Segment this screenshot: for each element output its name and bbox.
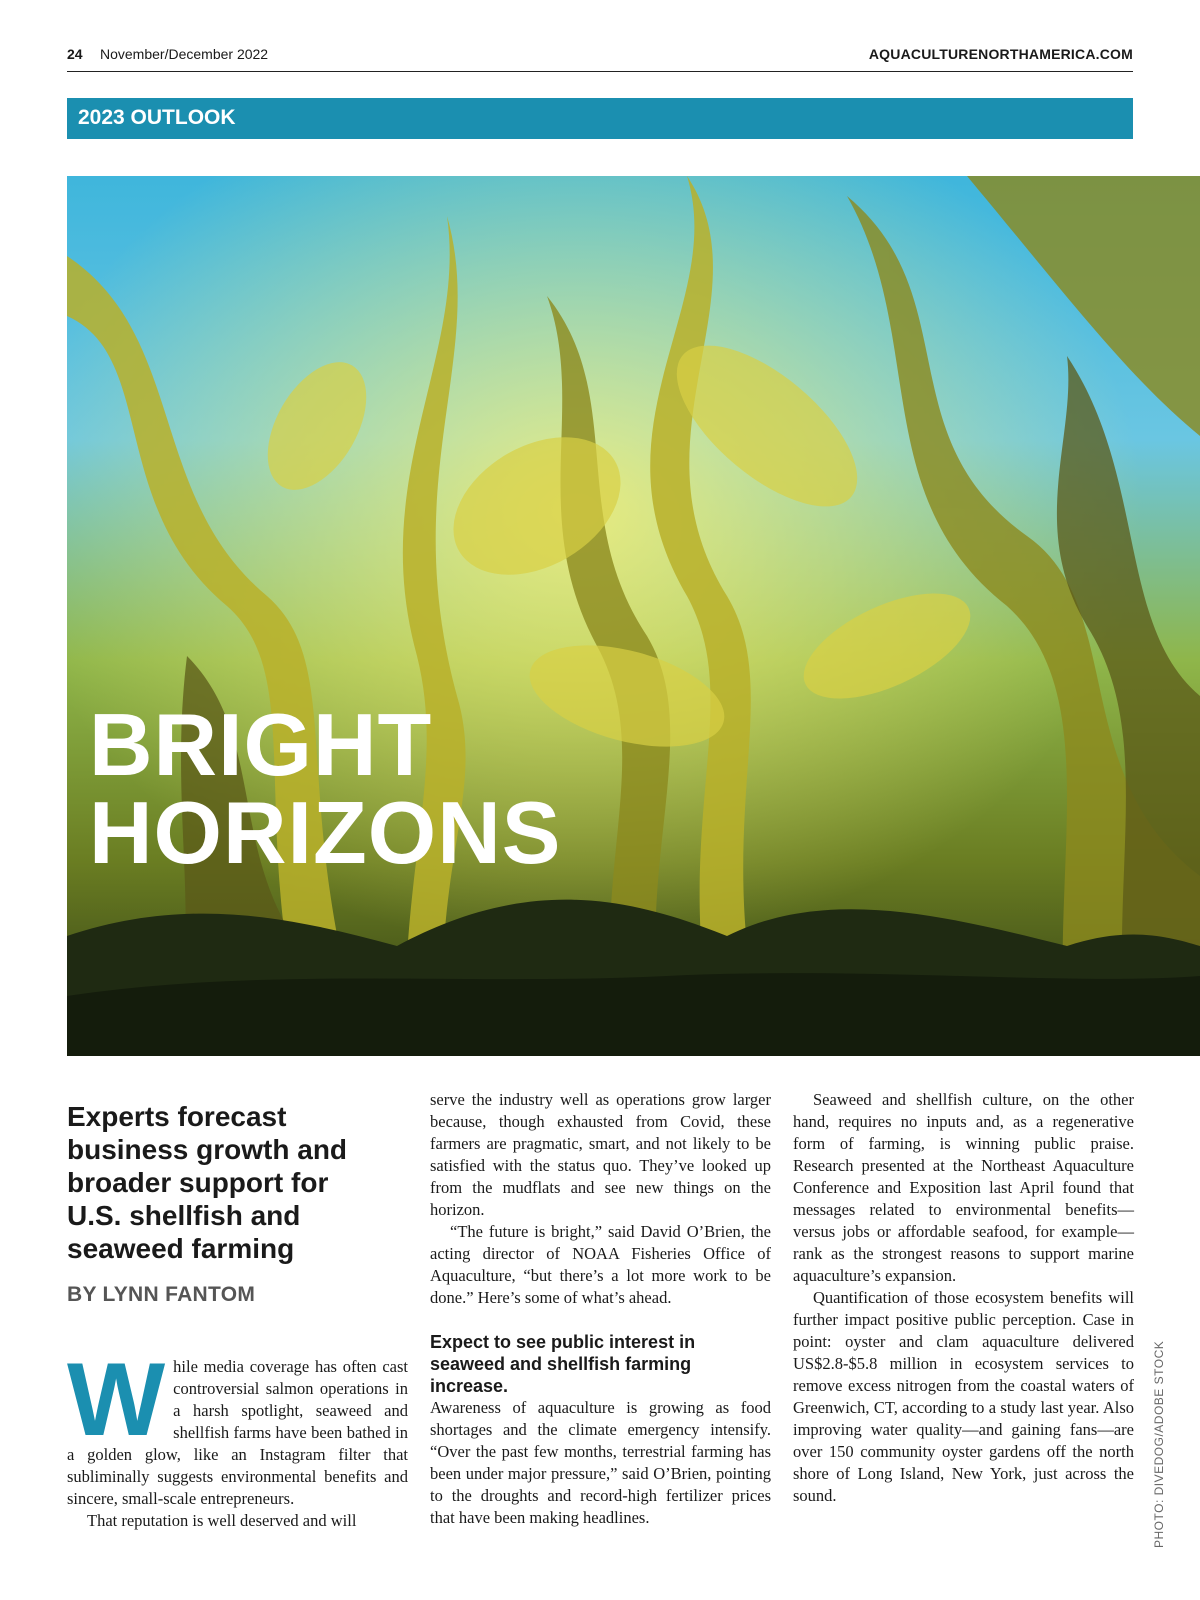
byline: BY LYNN FANTOM <box>67 1283 256 1306</box>
drop-cap: W <box>67 1342 166 1458</box>
kelp-illustration <box>67 176 1200 1056</box>
paragraph: Awareness of aquaculture is growing as food shortages and the climate emergency intensify. “Over the past few months, terrestrial farming has been under major pressure,” said O’Brien, pointing to the droughts and record-high fertilizer prices that have been making headlines. <box>430 1398 771 1527</box>
article-column-2 <box>430 1089 771 1529</box>
section-label: 2023 OUTLOOK <box>78 106 236 129</box>
hero-photo <box>67 176 1200 1056</box>
article-column-1 <box>67 1342 408 1532</box>
page-header <box>67 44 1133 72</box>
paragraph: “The future is bright,” said David O’Brien, the acting director of NOAA Fisheries Office of Aquaculture, “but there’s a lot more work to be done.” Here’s some of what’s ahead. <box>430 1222 771 1307</box>
paragraph: serve the industry well as operations grow larger because, though exhausted from Covid, these farmers are pragmatic, smart, and not likely to be satisfied with the status quo. They’ve looked up from the mudflats and see new things on the horizon. <box>430 1090 771 1219</box>
hero-title-line-2: HORIZONS <box>89 783 562 882</box>
page-number: 24 <box>67 46 83 62</box>
hero-title <box>89 695 562 882</box>
subheading: Expect to see public interest in seaweed and shellfish farming increase. <box>430 1332 696 1396</box>
paragraph: Quantification of those ecosystem benefits will further impact positive public perception. Case in point: oyster and clam aquaculture delivered US$2.8-$5.8 million in ecosystem services to remove excess nitrogen from the coastal waters of Greenwich, CT, according to a study last year. Also improving water quality—and gaining fans—are over 150 community oyster gardens off the north shore of Long Island, New York, just across the sound. <box>793 1288 1134 1505</box>
paragraph-text: hile media coverage has often cast controversial salmon operations in a harsh spotlight, seaweed and shellfish farms have been bathed in a golden glow, like an Instagram filter that subliminally suggests environmental benefits and sincere, small-scale entrepreneurs. <box>67 1357 408 1508</box>
site-url[interactable]: AQUACULTURENORTHAMERICA.COM <box>868 46 1133 62</box>
article-column-3 <box>793 1089 1134 1507</box>
hero-title-line-1: BRIGHT <box>89 695 433 794</box>
article-deck: Experts forecast business growth and broader support for U.S. shellfish and seaweed farming <box>67 1101 348 1264</box>
photo-credit: PHOTO: DIVEDOG/ADOBE STOCK <box>1152 1340 1166 1548</box>
paragraph: Seaweed and shellfish culture, on the other hand, requires no inputs and, as a regenerative form of farming, is winning public praise. Research presented at the Northeast Aquaculture Conference and Exposition last April found that messages related to environmental benefits—versus jobs or affordable seafood, for example—rank as the strongest reasons to support marine aquaculture’s expansion. <box>793 1090 1134 1285</box>
issue-date: November/December 2022 <box>100 46 269 62</box>
section-bar <box>67 98 1133 139</box>
paragraph <box>67 1342 408 1510</box>
paragraph: That reputation is well deserved and will <box>87 1511 357 1530</box>
